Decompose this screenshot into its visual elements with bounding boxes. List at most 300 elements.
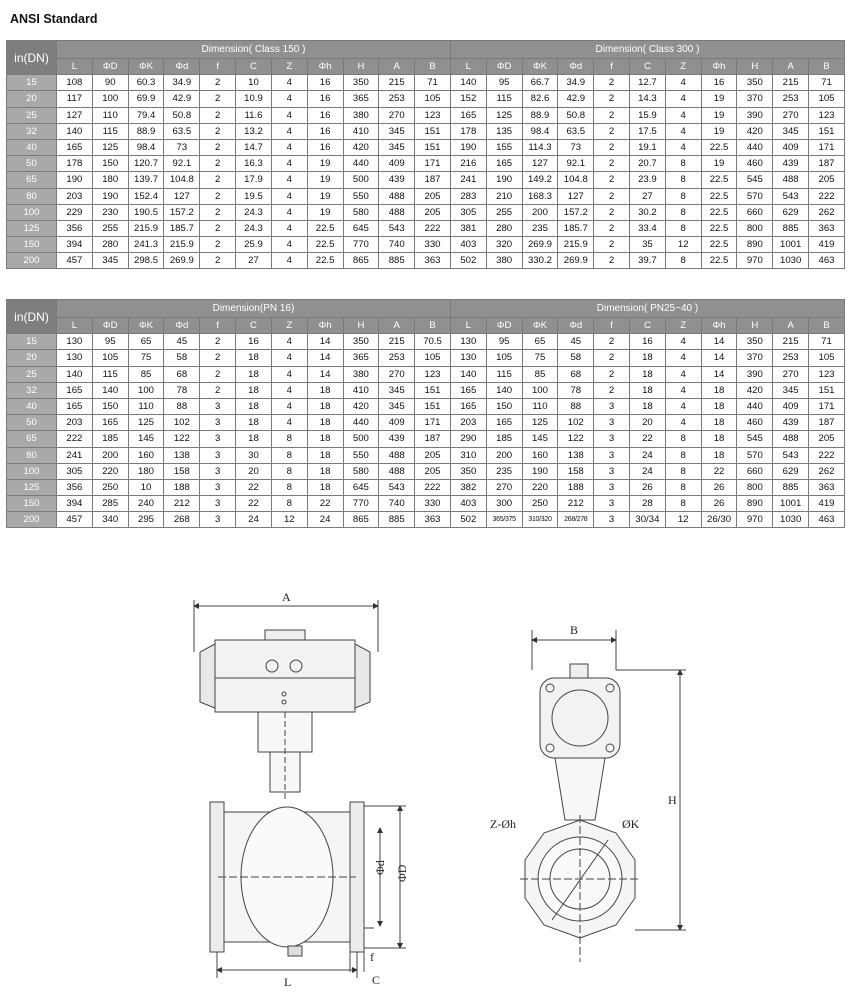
table-cell: 35: [630, 237, 666, 253]
table-cell: 19: [701, 107, 737, 123]
table-cell: 158: [558, 463, 594, 479]
table-cell: 22.5: [701, 204, 737, 220]
table-cell: 269.9: [558, 253, 594, 269]
table-cell: 2: [594, 382, 630, 398]
table-cell: 350: [737, 75, 773, 91]
table-cell: 8: [665, 156, 701, 172]
table-cell: 3: [200, 398, 236, 414]
table-cell: 22: [701, 463, 737, 479]
table-cell: 127: [57, 107, 93, 123]
table-cell: 92.1: [164, 156, 200, 172]
table-cell: 356: [57, 479, 93, 495]
table-cell: 440: [343, 156, 379, 172]
table-cell: 4: [271, 366, 307, 382]
column-header: B: [415, 318, 451, 334]
table-cell: 457: [57, 253, 93, 269]
table-cell: 660: [737, 204, 773, 220]
table-cell: 85: [128, 366, 164, 382]
table-cell: 22.5: [701, 172, 737, 188]
table-cell: 73: [164, 139, 200, 155]
table-row: [7, 172, 845, 188]
table-cell: 365/375: [486, 512, 522, 528]
column-header: Φd: [558, 59, 594, 75]
column-header: Z: [665, 318, 701, 334]
table-cell: 4: [665, 398, 701, 414]
table-cell: 12: [665, 512, 701, 528]
table-cell: 22.5: [307, 253, 343, 269]
table-row: [7, 431, 845, 447]
table-cell: 268: [164, 512, 200, 528]
column-header: ΦK: [522, 59, 558, 75]
table-cell: 16: [307, 107, 343, 123]
table-cell: 205: [809, 431, 845, 447]
table-cell: 409: [773, 139, 809, 155]
table-cell: 19: [701, 91, 737, 107]
table-cell: 440: [343, 415, 379, 431]
table-cell: 79.4: [128, 107, 164, 123]
table-cell: 4: [271, 415, 307, 431]
table-cell: 2: [594, 107, 630, 123]
table-cell: 8: [271, 463, 307, 479]
table-cell: 165: [486, 415, 522, 431]
table-cell: 18: [630, 366, 666, 382]
table-cell: 24: [630, 447, 666, 463]
table-cell: 18: [236, 350, 272, 366]
table-cell: 105: [415, 350, 451, 366]
table-cell: 14: [307, 350, 343, 366]
table-cell: 350: [737, 334, 773, 350]
table-cell: 4: [271, 139, 307, 155]
table-cell: 4: [271, 107, 307, 123]
table-cell: 2: [594, 139, 630, 155]
table-cell: 2: [594, 75, 630, 91]
table-cell: 171: [415, 156, 451, 172]
dn-cell: 150: [7, 496, 57, 512]
table-cell: 305: [450, 204, 486, 220]
dn-cell: 150: [7, 237, 57, 253]
table-cell: 290: [450, 431, 486, 447]
table-cell: 570: [737, 447, 773, 463]
table-cell: 78: [558, 382, 594, 398]
table-cell: 800: [737, 220, 773, 236]
table-cell: 17.5: [630, 123, 666, 139]
table-cell: 345: [773, 123, 809, 139]
table-cell: 4: [665, 334, 701, 350]
table-cell: 125: [486, 107, 522, 123]
table-cell: 14: [307, 334, 343, 350]
table-cell: 409: [379, 156, 415, 172]
table-cell: 110: [522, 398, 558, 414]
dn-cell: 32: [7, 123, 57, 139]
table-cell: 350: [450, 463, 486, 479]
table-cell: 270: [379, 107, 415, 123]
table-cell: 3: [594, 496, 630, 512]
table-cell: 138: [558, 447, 594, 463]
column-header: B: [415, 59, 451, 75]
table-cell: 439: [379, 172, 415, 188]
column-header-row: [7, 318, 845, 334]
column-header: Φh: [307, 318, 343, 334]
table-cell: 970: [737, 512, 773, 528]
table-cell: 2: [200, 382, 236, 398]
front-view: [194, 600, 406, 978]
table-cell: 885: [379, 253, 415, 269]
table-cell: 19.5: [236, 188, 272, 204]
table-cell: 178: [57, 156, 93, 172]
dim-label-D: ΦD: [395, 864, 409, 882]
table-cell: 420: [343, 139, 379, 155]
table-cell: 69.9: [128, 91, 164, 107]
table-cell: 205: [415, 188, 451, 204]
table-cell: 16: [307, 123, 343, 139]
table-row: [7, 447, 845, 463]
column-header: ΦD: [92, 318, 128, 334]
table-cell: 340: [92, 512, 128, 528]
dn-cell: 15: [7, 334, 57, 350]
table-cell: 2: [200, 237, 236, 253]
table-cell: 255: [486, 204, 522, 220]
table-cell: 270: [379, 366, 415, 382]
table-cell: 187: [809, 415, 845, 431]
dn-cell: 20: [7, 350, 57, 366]
table-cell: 205: [809, 172, 845, 188]
table-cell: 125: [522, 415, 558, 431]
table-cell: 8: [271, 479, 307, 495]
table-cell: 13.2: [236, 123, 272, 139]
table-cell: 105: [92, 350, 128, 366]
table-cell: 3: [594, 479, 630, 495]
table-cell: 770: [343, 496, 379, 512]
table-cell: 3: [200, 415, 236, 431]
table-cell: 151: [415, 382, 451, 398]
table-cell: 180: [92, 172, 128, 188]
table-cell: 18: [307, 382, 343, 398]
table-cell: 970: [737, 253, 773, 269]
table-cell: 20: [236, 463, 272, 479]
column-header: A: [773, 59, 809, 75]
table-cell: 70.5: [415, 334, 451, 350]
table-row: [7, 156, 845, 172]
dn-cell: 25: [7, 107, 57, 123]
table-cell: 140: [450, 75, 486, 91]
table-cell: 3: [200, 479, 236, 495]
table-cell: 140: [486, 382, 522, 398]
table-cell: 8: [665, 172, 701, 188]
table-cell: 165: [57, 382, 93, 398]
table-cell: 90: [92, 75, 128, 91]
table-cell: 140: [57, 123, 93, 139]
table-cell: 115: [92, 366, 128, 382]
table-cell: 15.9: [630, 107, 666, 123]
table-cell: 2: [200, 107, 236, 123]
table-cell: 63.5: [164, 123, 200, 139]
table-cell: 629: [773, 463, 809, 479]
table-cell: 394: [57, 237, 93, 253]
table-cell: 120.7: [128, 156, 164, 172]
table-cell: 543: [379, 220, 415, 236]
table-cell: 125: [128, 415, 164, 431]
table-cell: 420: [737, 382, 773, 398]
table-cell: 660: [737, 463, 773, 479]
table-cell: 8: [665, 447, 701, 463]
table-cell: 3: [200, 463, 236, 479]
dn-cell: 200: [7, 512, 57, 528]
table-cell: 235: [522, 220, 558, 236]
table-cell: 157.2: [558, 204, 594, 220]
table-cell: 22: [307, 496, 343, 512]
table-cell: 410: [343, 123, 379, 139]
column-header: ΦK: [522, 318, 558, 334]
dn-cell: 20: [7, 91, 57, 107]
table-cell: 365: [343, 350, 379, 366]
table-cell: 419: [809, 237, 845, 253]
table-cell: 4: [665, 350, 701, 366]
table-cell: 463: [809, 512, 845, 528]
table-cell: 488: [379, 463, 415, 479]
table-cell: 73: [558, 139, 594, 155]
table-cell: 130: [57, 334, 93, 350]
column-header: Φh: [701, 318, 737, 334]
column-header: ΦD: [486, 59, 522, 75]
table-cell: 18: [307, 447, 343, 463]
table-cell: 215.9: [558, 237, 594, 253]
table-cell: 3: [200, 431, 236, 447]
table-cell: 363: [809, 479, 845, 495]
table-cell: 98.4: [128, 139, 164, 155]
table-cell: 363: [809, 220, 845, 236]
table-cell: 165: [92, 415, 128, 431]
column-header: Z: [271, 59, 307, 75]
table-cell: 2: [594, 204, 630, 220]
table-cell: 110: [128, 398, 164, 414]
table-cell: 543: [773, 447, 809, 463]
table-cell: 10: [128, 479, 164, 495]
table-cell: 18: [630, 382, 666, 398]
column-header: Φd: [164, 318, 200, 334]
table-cell: 2: [594, 366, 630, 382]
table-cell: 22.5: [307, 220, 343, 236]
group-header-class300: Dimension( Class 300 ): [450, 41, 844, 59]
dn-cell: 100: [7, 463, 57, 479]
table-cell: 10.9: [236, 91, 272, 107]
column-header: Φd: [558, 318, 594, 334]
table-cell: 222: [415, 220, 451, 236]
table-cell: 250: [92, 479, 128, 495]
table-cell: 220: [92, 463, 128, 479]
table-cell: 24.3: [236, 220, 272, 236]
table-cell: 157.2: [164, 204, 200, 220]
table-cell: 71: [809, 334, 845, 350]
table-cell: 203: [57, 415, 93, 431]
table-cell: 409: [773, 398, 809, 414]
table-cell: 12.7: [630, 75, 666, 91]
table-cell: 151: [415, 398, 451, 414]
table-cell: 165: [450, 382, 486, 398]
table-cell: 345: [379, 123, 415, 139]
table-cell: 100: [128, 382, 164, 398]
table-cell: 8: [665, 204, 701, 220]
table-cell: 4: [665, 107, 701, 123]
table-cell: 104.8: [558, 172, 594, 188]
table-row: [7, 123, 845, 139]
column-header: C: [236, 59, 272, 75]
table-cell: 171: [809, 139, 845, 155]
table-cell: 140: [450, 366, 486, 382]
column-header: f: [200, 318, 236, 334]
table-cell: 82.6: [522, 91, 558, 107]
table-cell: 85: [522, 366, 558, 382]
table-cell: 18: [236, 431, 272, 447]
table-cell: 18: [236, 415, 272, 431]
table-cell: 17.9: [236, 172, 272, 188]
table-cell: 19: [701, 123, 737, 139]
table-cell: 382: [450, 479, 486, 495]
table-row: [7, 237, 845, 253]
table-cell: 241: [57, 447, 93, 463]
table-cell: 18: [701, 431, 737, 447]
table-cell: 4: [271, 334, 307, 350]
table-cell: 150: [92, 156, 128, 172]
table-cell: 8: [271, 496, 307, 512]
table-cell: 4: [665, 366, 701, 382]
table-cell: 770: [343, 237, 379, 253]
table-cell: 22: [236, 496, 272, 512]
table-cell: 403: [450, 237, 486, 253]
table-cell: 330: [415, 237, 451, 253]
table-cell: 18: [701, 447, 737, 463]
table-cell: 151: [809, 382, 845, 398]
table-cell: 380: [486, 253, 522, 269]
table-cell: 380: [343, 366, 379, 382]
table-cell: 215: [773, 334, 809, 350]
table-cell: 235: [486, 463, 522, 479]
table-cell: 2: [200, 350, 236, 366]
table-cell: 463: [809, 253, 845, 269]
table-cell: 488: [773, 431, 809, 447]
dn-header: in(DN): [7, 300, 57, 334]
table-cell: 2: [594, 156, 630, 172]
table-cell: 100: [92, 91, 128, 107]
table-cell: 115: [486, 91, 522, 107]
table-cell: 310: [450, 447, 486, 463]
table-cell: 75: [522, 350, 558, 366]
table-cell: 18: [630, 350, 666, 366]
table-cell: 19: [701, 156, 737, 172]
table-cell: 865: [343, 253, 379, 269]
table-cell: 8: [665, 220, 701, 236]
table-cell: 18: [701, 382, 737, 398]
table-cell: 550: [343, 188, 379, 204]
table-cell: 71: [809, 75, 845, 91]
table-cell: 151: [809, 123, 845, 139]
table-cell: 18: [307, 463, 343, 479]
table-cell: 18: [630, 398, 666, 414]
table-cell: 2: [200, 253, 236, 269]
table-cell: 50.8: [558, 107, 594, 123]
table-cell: 2: [200, 91, 236, 107]
table-cell: 2: [200, 75, 236, 91]
table-cell: 4: [665, 139, 701, 155]
dim-label-B: B: [570, 623, 579, 637]
table-cell: 60.3: [128, 75, 164, 91]
table-cell: 18: [236, 366, 272, 382]
table-cell: 3: [594, 398, 630, 414]
page-title: ANSI Standard: [10, 12, 98, 26]
table-cell: 269.9: [522, 237, 558, 253]
table-cell: 26: [630, 479, 666, 495]
table-cell: 253: [773, 350, 809, 366]
table-cell: 127: [522, 156, 558, 172]
table-cell: 117: [57, 91, 93, 107]
table-row: [7, 75, 845, 91]
table-cell: 2: [200, 366, 236, 382]
table-cell: 370: [737, 91, 773, 107]
table-cell: 270: [773, 366, 809, 382]
table-cell: 800: [737, 479, 773, 495]
column-header: H: [737, 59, 773, 75]
table-cell: 390: [737, 107, 773, 123]
table-cell: 3: [594, 512, 630, 528]
table-cell: 45: [558, 334, 594, 350]
table-cell: 22: [236, 479, 272, 495]
group-header-class150: Dimension( Class 150 ): [57, 41, 451, 59]
table-cell: 50.8: [164, 107, 200, 123]
column-header: Φh: [701, 59, 737, 75]
dn-header: in(DN): [7, 41, 57, 75]
table-cell: 545: [737, 172, 773, 188]
table-cell: 39.7: [630, 253, 666, 269]
table-cell: 19.1: [630, 139, 666, 155]
table-cell: 30: [236, 447, 272, 463]
table-cell: 2: [200, 204, 236, 220]
table-cell: 26: [701, 479, 737, 495]
dim-label-C: C: [372, 973, 381, 987]
table-cell: 25.9: [236, 237, 272, 253]
column-header: L: [450, 318, 486, 334]
table-cell: 410: [343, 382, 379, 398]
table-cell: 68: [164, 366, 200, 382]
table-cell: 158: [164, 463, 200, 479]
table-cell: 68: [558, 366, 594, 382]
table-cell: 580: [343, 204, 379, 220]
table-cell: 190: [486, 172, 522, 188]
table-cell: 14.7: [236, 139, 272, 155]
table-cell: 130: [57, 350, 93, 366]
group-header-pn16: Dimension(PN 16): [57, 300, 451, 318]
table-cell: 2: [594, 350, 630, 366]
table-cell: 4: [271, 253, 307, 269]
table-cell: 16: [630, 334, 666, 350]
table-cell: 95: [92, 334, 128, 350]
table-cell: 105: [415, 91, 451, 107]
table-cell: 363: [415, 253, 451, 269]
table-cell: 16.3: [236, 156, 272, 172]
table-cell: 12: [271, 512, 307, 528]
table-cell: 24: [307, 512, 343, 528]
table-cell: 185.7: [558, 220, 594, 236]
dn-cell: 25: [7, 366, 57, 382]
group-header-pn25-40: Dimension( PN25~40 ): [450, 300, 844, 318]
table-cell: 105: [809, 91, 845, 107]
table-cell: 345: [379, 382, 415, 398]
table-cell: 269.9: [164, 253, 200, 269]
dn-cell: 200: [7, 253, 57, 269]
column-header: ΦK: [128, 318, 164, 334]
table-cell: 298.5: [128, 253, 164, 269]
table-cell: 71: [415, 75, 451, 91]
table-cell: 122: [164, 431, 200, 447]
table-cell: 165: [57, 398, 93, 414]
